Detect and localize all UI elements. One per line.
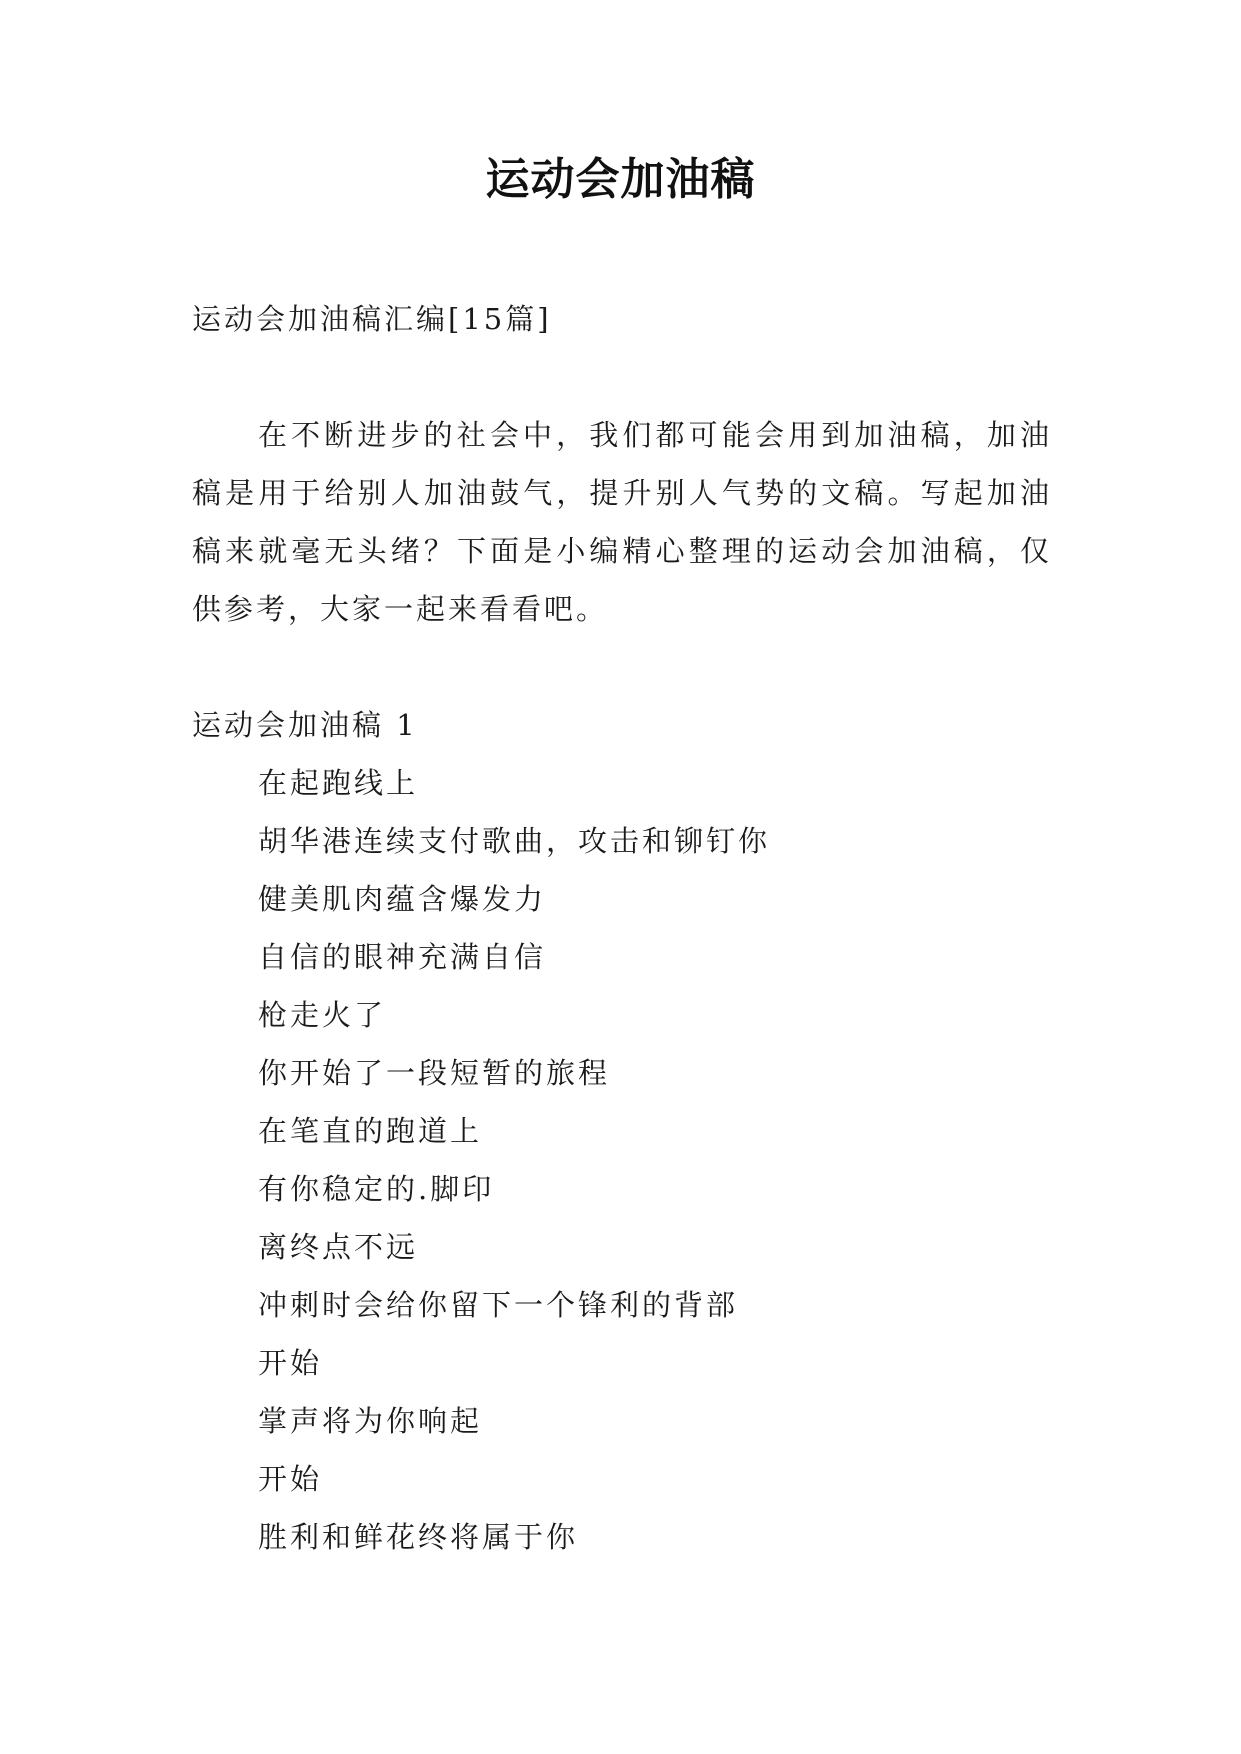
poem-line: 离终点不远 xyxy=(258,1230,419,1264)
poem-line: 冲刺时会给你留下一个锋利的背部 xyxy=(258,1288,739,1322)
section-title: 运动会加油稿 1 xyxy=(192,708,418,742)
poem-line: 掌声将为你响起 xyxy=(258,1404,483,1438)
poem-line: 你开始了一段短暂的旅程 xyxy=(258,1056,611,1090)
poem-line: 健美肌肉蕴含爆发力 xyxy=(258,882,547,916)
document-subtitle: 运动会加油稿汇编[15篇] xyxy=(192,302,552,336)
poem-line: 在笔直的跑道上 xyxy=(258,1114,483,1148)
poem-line: 胡华港连续支付歌曲，攻击和铆钉你 xyxy=(258,824,771,858)
poem-line: 胜利和鲜花终将属于你 xyxy=(258,1520,579,1554)
document-body xyxy=(192,290,1052,1566)
poem-lines xyxy=(192,754,1052,1566)
document-title: 运动会加油稿 xyxy=(485,154,756,205)
intro-paragraph: 在不断进步的社会中，我们都可能会用到加油稿，加油稿是用于给别人加油鼓气，提升别人气势的文稿。写起加油稿来就毫无头绪？下面是小编精心整理的运动会加油稿，仅供参考，大家一起来看看吧。 xyxy=(192,418,1052,626)
poem-line: 在起跑线上 xyxy=(258,766,419,800)
poem-line: 开始 xyxy=(258,1462,323,1496)
poem-line: 自信的眼神充满自信 xyxy=(258,940,547,974)
poem-line: 有你稳定的.脚印 xyxy=(258,1172,495,1206)
poem-line: 枪走火了 xyxy=(258,998,387,1032)
poem-line: 开始 xyxy=(258,1346,323,1380)
